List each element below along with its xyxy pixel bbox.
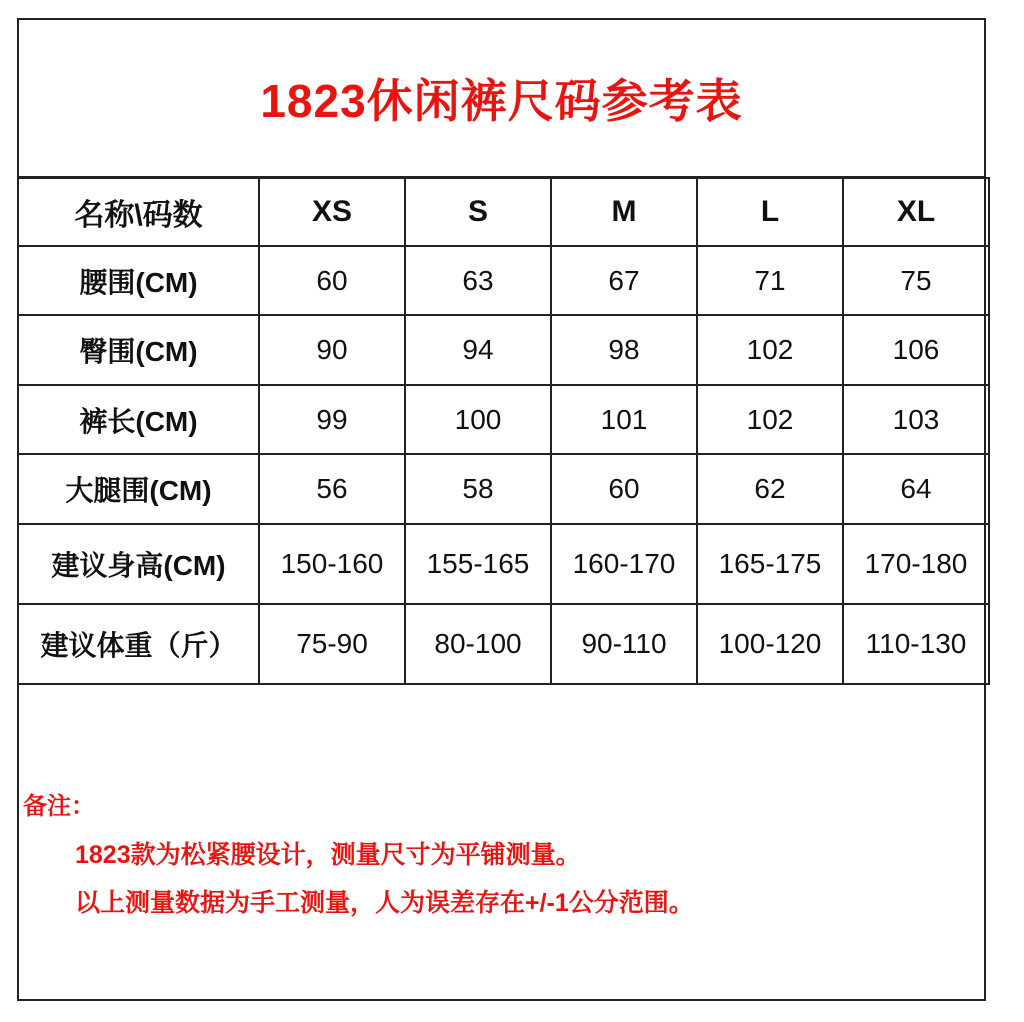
row-label: 臀围(CM): [18, 315, 259, 385]
table-cell: 160-170: [551, 524, 697, 604]
table-cell: 71: [697, 246, 843, 315]
row-label: 大腿围(CM): [18, 454, 259, 524]
table-cell: 165-175: [697, 524, 843, 604]
table-cell: 80-100: [405, 604, 551, 684]
row-label: 腰围(CM): [18, 246, 259, 315]
table-cell: 99: [259, 385, 405, 454]
table-cell: 62: [697, 454, 843, 524]
table-header-row: [18, 178, 989, 246]
table-cell: 102: [697, 315, 843, 385]
table-cell: 103: [843, 385, 989, 454]
chart-title: 1823休闲裤尺码参考表: [19, 20, 984, 178]
table-cell: 75: [843, 246, 989, 315]
table-cell: 155-165: [405, 524, 551, 604]
table-cell: 90-110: [551, 604, 697, 684]
row-label: 建议体重（斤）: [18, 604, 259, 684]
row-label: 裤长(CM): [18, 385, 259, 454]
row-label: 建议身高(CM): [18, 524, 259, 604]
table-cell: 75-90: [259, 604, 405, 684]
table-cell: 58: [405, 454, 551, 524]
note-line: 1823款为松紧腰设计，测量尺寸为平铺测量。: [75, 841, 581, 869]
header-cell-name: 名称\码数: [18, 178, 259, 246]
table-cell: 102: [697, 385, 843, 454]
size-table: [17, 177, 990, 685]
table-row: [18, 315, 989, 385]
table-cell: 101: [551, 385, 697, 454]
table-cell: 90: [259, 315, 405, 385]
table-cell: 100-120: [697, 604, 843, 684]
table-cell: 64: [843, 454, 989, 524]
table-cell: 150-160: [259, 524, 405, 604]
notes-section: [23, 786, 694, 931]
header-cell-m: M: [551, 178, 697, 246]
note-line: 以上测量数据为手工测量，人为误差存在+/-1公分范围。: [75, 889, 694, 917]
table-cell: 60: [259, 246, 405, 315]
table-cell: 98: [551, 315, 697, 385]
table-cell: 110-130: [843, 604, 989, 684]
table-cell: 106: [843, 315, 989, 385]
size-chart-frame: [17, 18, 986, 1001]
table-row: [18, 246, 989, 315]
table-cell: 67: [551, 246, 697, 315]
table-cell: 100: [405, 385, 551, 454]
header-cell-xl: XL: [843, 178, 989, 246]
header-cell-l: L: [697, 178, 843, 246]
table-row: [18, 385, 989, 454]
header-cell-xs: XS: [259, 178, 405, 246]
table-row: [18, 604, 989, 684]
table-cell: 170-180: [843, 524, 989, 604]
table-cell: 63: [405, 246, 551, 315]
table-cell: 94: [405, 315, 551, 385]
table-row: [18, 454, 989, 524]
header-cell-s: S: [405, 178, 551, 246]
notes-heading: 备注：: [23, 793, 95, 820]
table-row: [18, 524, 989, 604]
table-cell: 60: [551, 454, 697, 524]
table-cell: 56: [259, 454, 405, 524]
